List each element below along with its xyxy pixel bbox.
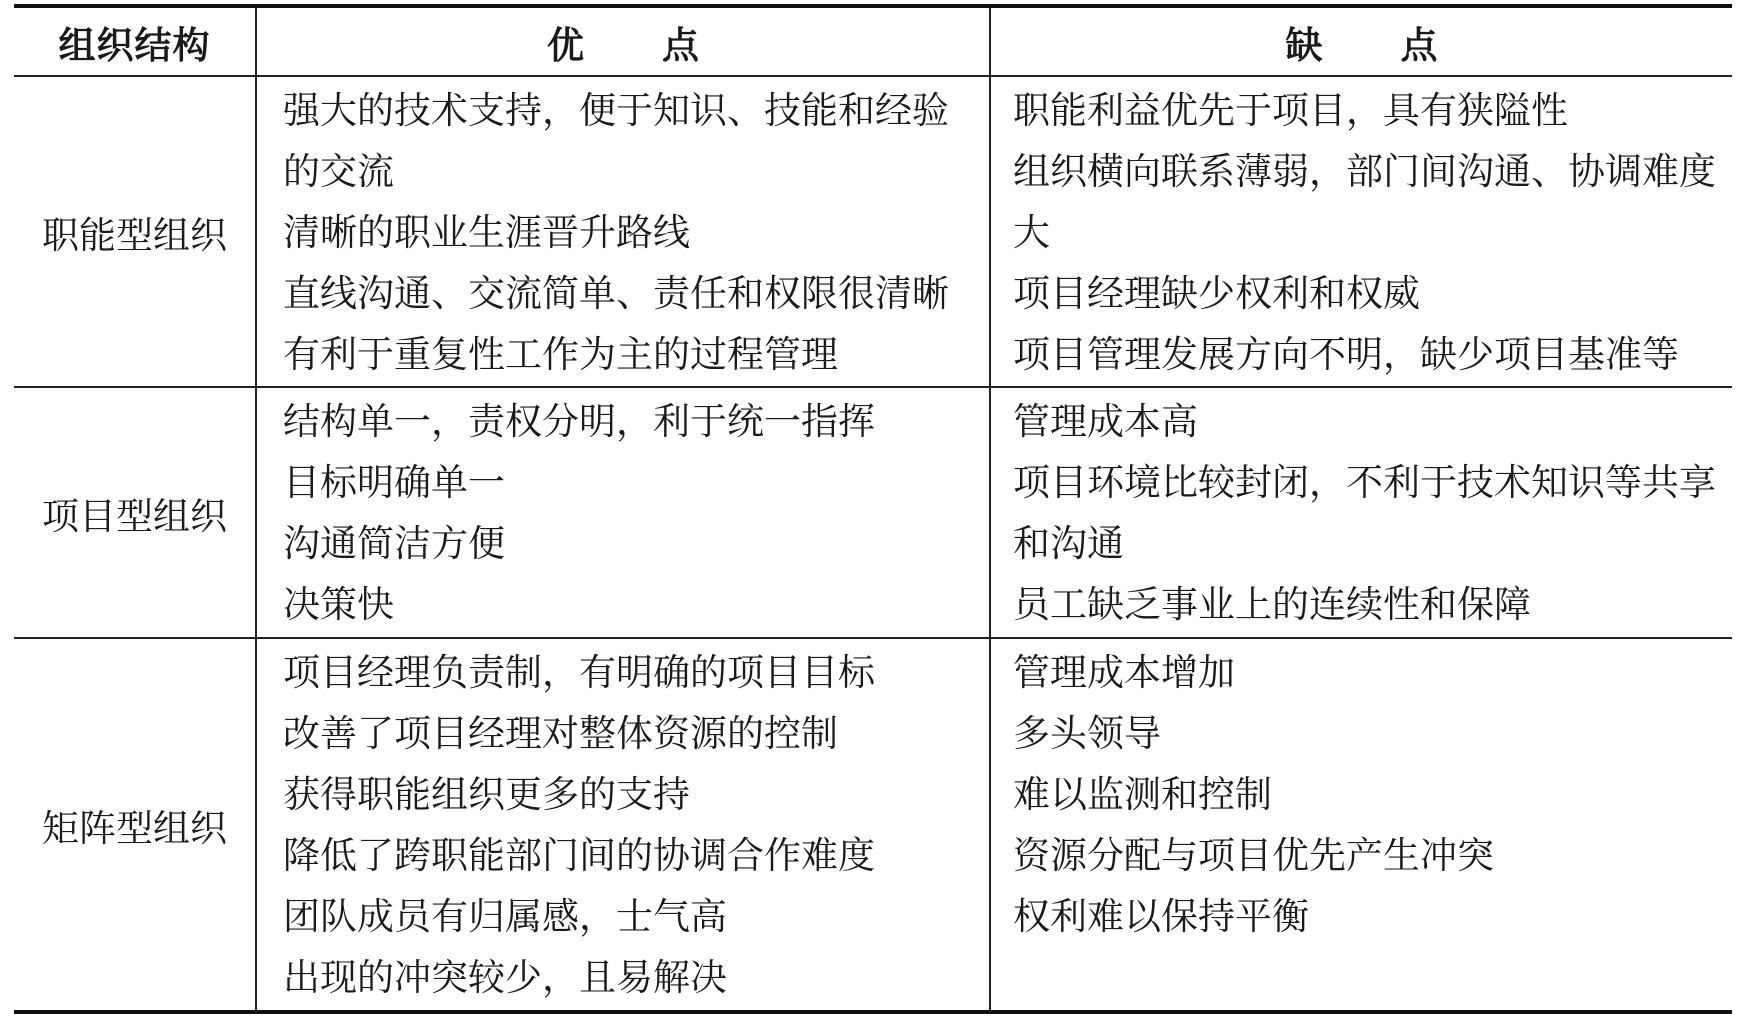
- org-type-cell: 职能型组织: [14, 76, 256, 387]
- list-item: 有利于重复性工作为主的过程管理: [283, 333, 838, 376]
- header-structure: 组织结构: [14, 6, 256, 76]
- list-item: 项目管理发展方向不明，缺少项目基准等: [1013, 333, 1679, 376]
- list-item: 项目经理负责制，有明确的项目目标: [283, 651, 875, 695]
- header-pros: [256, 6, 990, 76]
- list-item: 决策快: [283, 583, 394, 627]
- cons-cell: [990, 76, 1732, 387]
- header-pros-char1: 优: [547, 23, 584, 67]
- list-item: 获得职能组织更多的支持: [283, 773, 690, 817]
- pros-cell: [256, 387, 990, 638]
- list-item: 难以监测和控制: [1013, 773, 1272, 817]
- list-item: 直线沟通、交流简单、责任和权限很清晰: [283, 272, 949, 315]
- org-type-cell: 矩阵型组织: [14, 638, 256, 1012]
- list-item: 结构单一，责权分明，利于统一指挥: [283, 400, 875, 444]
- list-item: 出现的冲突较少，且易解决: [283, 956, 727, 1000]
- list-item: 管理成本高: [1013, 400, 1198, 444]
- cons-cell: [990, 638, 1732, 1012]
- list-item: 权利难以保持平衡: [1013, 895, 1309, 939]
- list-item: 多头领导: [1013, 712, 1161, 756]
- org-structure-comparison-table: [14, 4, 1732, 1014]
- pros-list: [283, 80, 979, 385]
- header-row: [14, 6, 1732, 76]
- list-item: 项目经理缺少权利和权威: [1013, 272, 1420, 315]
- cons-list: [1013, 642, 1720, 947]
- pros-cell: [256, 76, 990, 387]
- list-item: 改善了项目经理对整体资源的控制: [283, 712, 838, 756]
- list-item: 员工缺乏事业上的连续性和保障: [1013, 583, 1531, 627]
- list-item: 目标明确单一: [283, 461, 505, 505]
- pros-list: [283, 391, 979, 635]
- list-item: 清晰的职业生涯晋升路线: [283, 211, 690, 254]
- list-item: 降低了跨职能部门间的协调合作难度: [283, 834, 875, 878]
- table-row: [14, 638, 1732, 1012]
- list-item: 强大的技术支持，便于知识、技能和经验的交流: [283, 89, 949, 193]
- table-row: [14, 387, 1732, 638]
- list-item: 职能利益优先于项目，具有狭隘性: [1013, 89, 1568, 132]
- header-cons-char1: 缺: [1285, 23, 1323, 67]
- list-item: 组织横向联系薄弱，部门间沟通、协调难度大: [1013, 150, 1716, 254]
- list-item: 项目环境比较封闭，不利于技术知识等共享和沟通: [1013, 461, 1716, 566]
- cons-cell: [990, 387, 1732, 638]
- list-item: 沟通简洁方便: [283, 522, 505, 566]
- list-item: 团队成员有归属感，士气高: [283, 895, 727, 939]
- org-type-cell: 项目型组织: [14, 387, 256, 638]
- list-item: 管理成本增加: [1013, 651, 1235, 695]
- cons-list: [1013, 80, 1720, 385]
- header-pros-char2: 点: [662, 23, 699, 67]
- list-item: 资源分配与项目优先产生冲突: [1013, 834, 1494, 878]
- pros-list: [283, 642, 979, 1008]
- header-cons-char2: 点: [1400, 23, 1438, 67]
- header-cons: [990, 6, 1732, 76]
- pros-cell: [256, 638, 990, 1012]
- table-row: [14, 76, 1732, 387]
- cons-list: [1013, 391, 1720, 635]
